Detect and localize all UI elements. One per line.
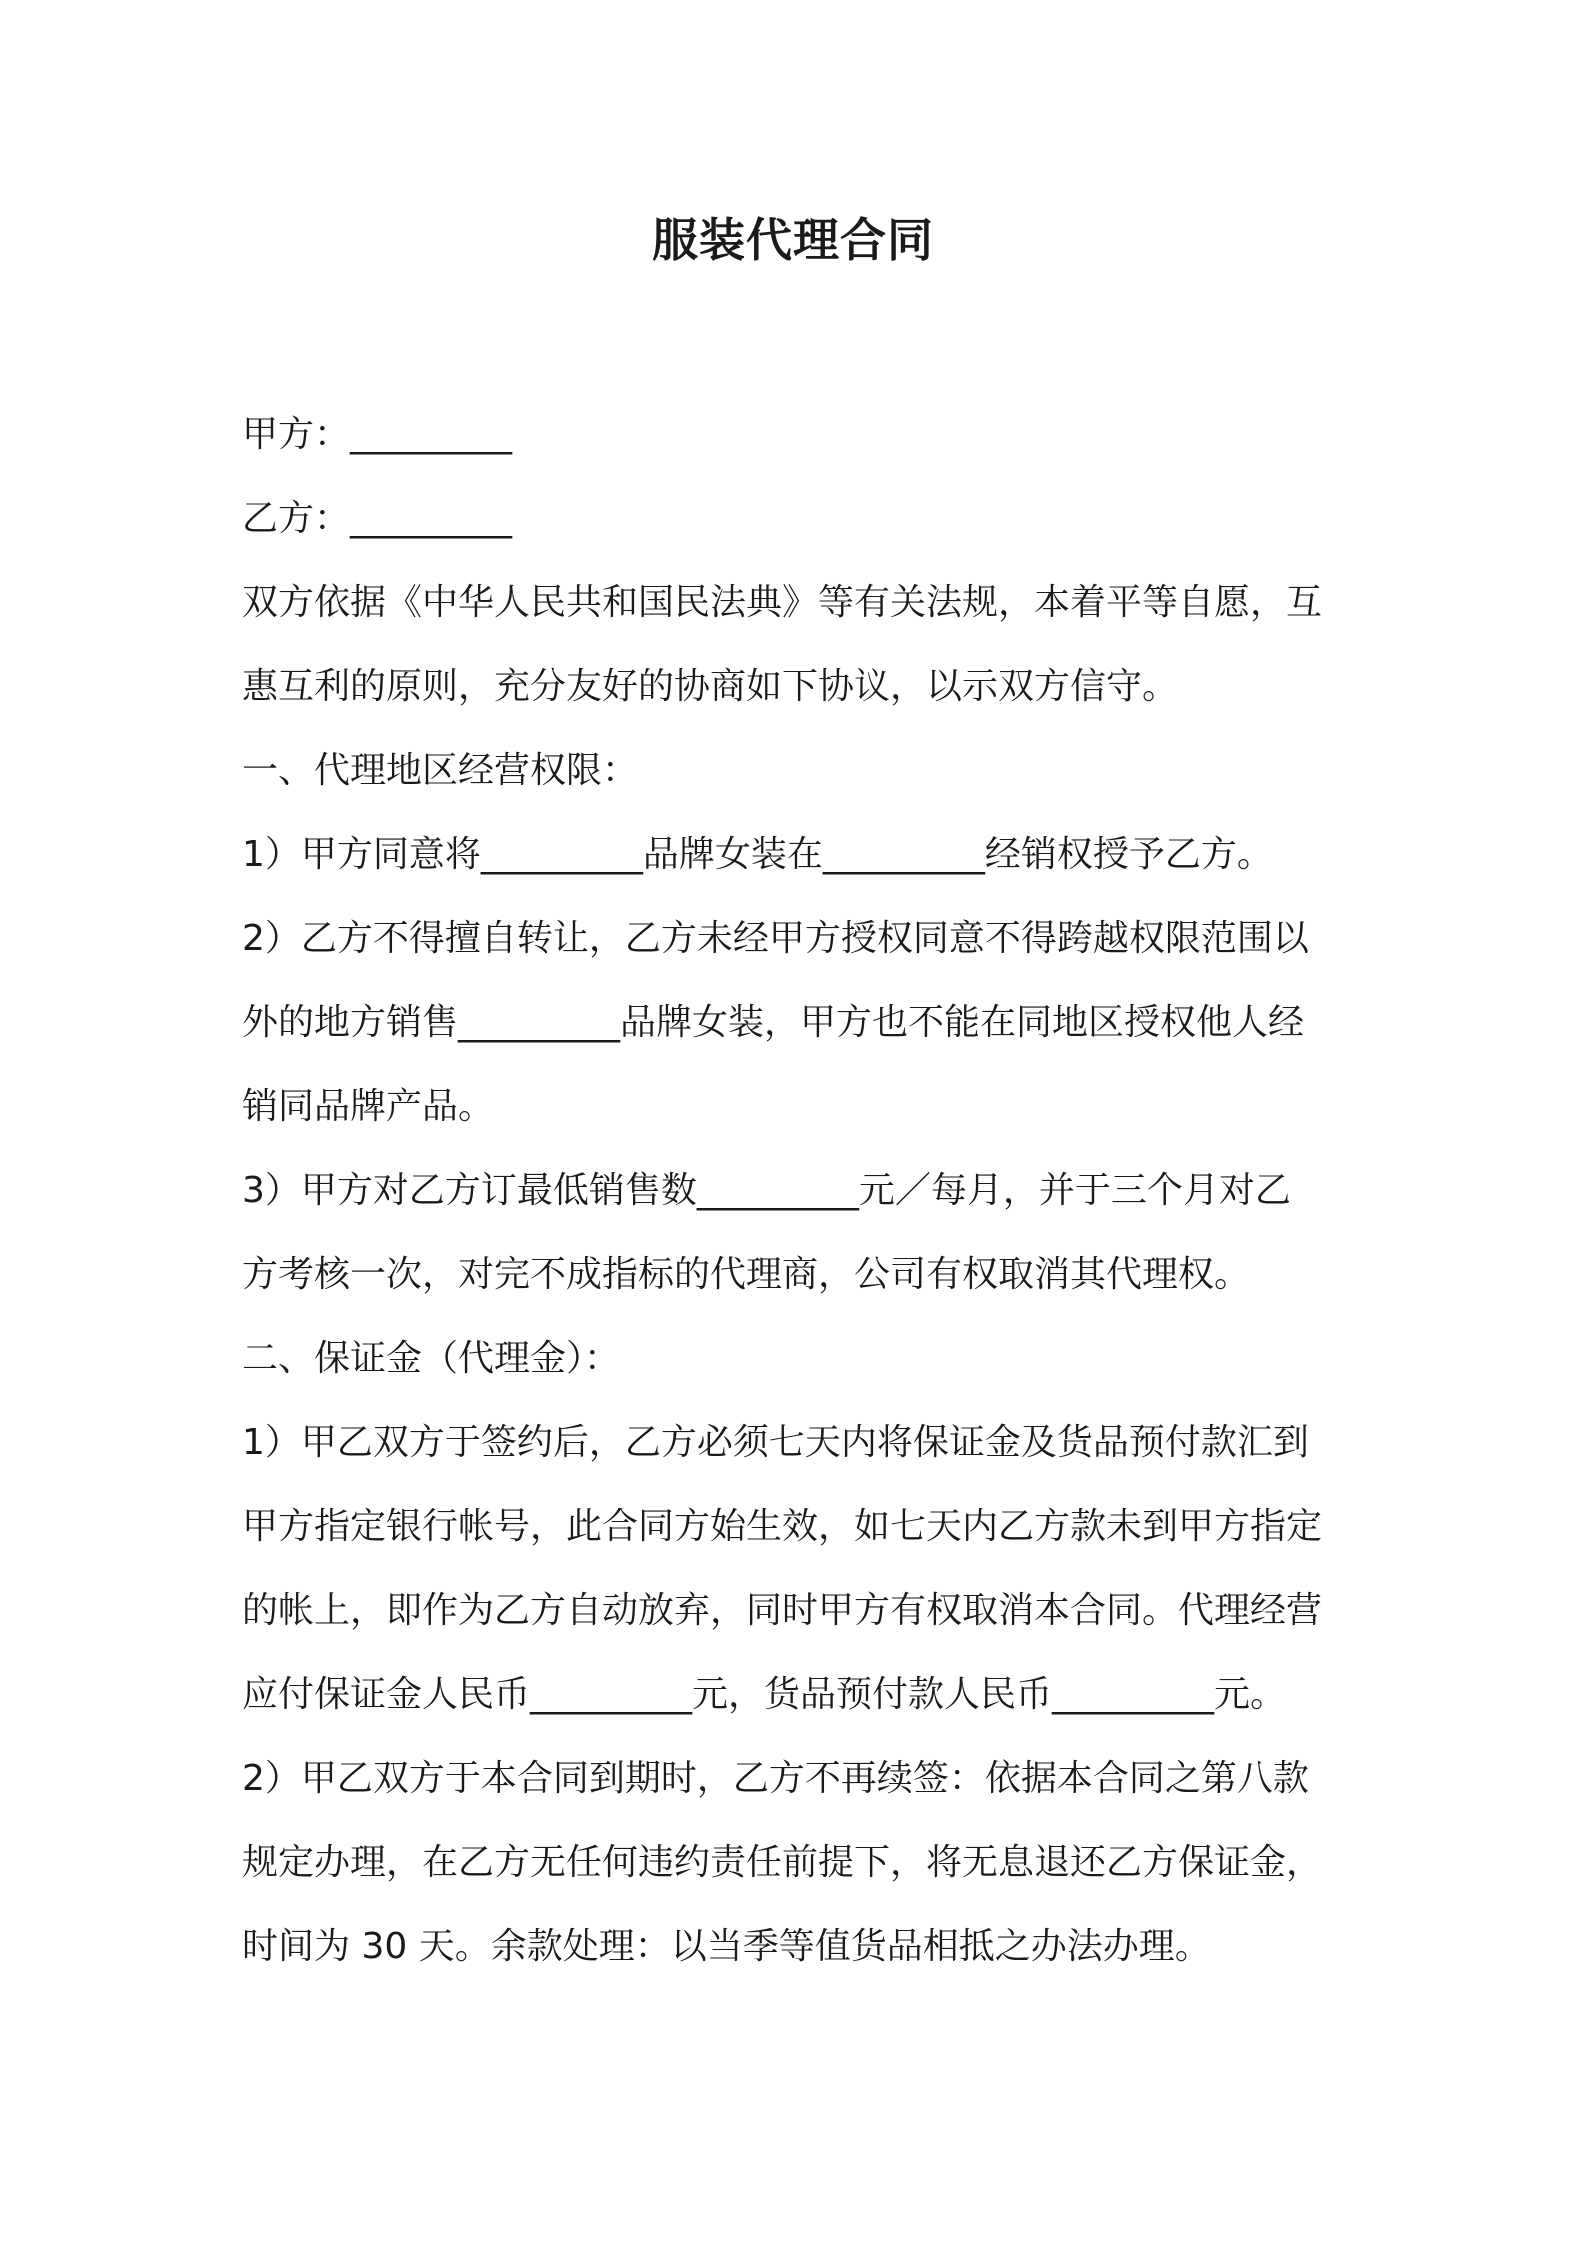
- clause-1-2-line-2: 外的地方销售_________品牌女装，甲方也不能在同地区授权他人经: [242, 1002, 1305, 1043]
- clause-1-3-line-1: 3）甲方对乙方订最低销售数_________元／每月，并于三个月对乙: [242, 1170, 1291, 1211]
- party-b-line: 乙方：_________: [242, 498, 513, 539]
- clause-1-1-line-1: 1）甲方同意将_________品牌女装在_________经销权授予乙方。: [242, 834, 1273, 875]
- clause-1-3-line-2: 方考核一次，对完不成指标的代理商，公司有权取消其代理权。: [242, 1254, 1251, 1295]
- clause-2-2-line-1: 2）甲乙双方于本合同到期时，乙方不再续签：依据本合同之第八款: [242, 1758, 1309, 1799]
- clause-2-1-line-3: 的帐上，即作为乙方自动放弃，同时甲方有权取消本合同。代理经营: [242, 1590, 1323, 1631]
- clause-2-1-line-2: 甲方指定银行帐号，此合同方始生效，如七天内乙方款未到甲方指定: [242, 1506, 1323, 1547]
- preamble-line-2: 惠互利的原则，充分友好的协商如下协议，以示双方信守。: [242, 666, 1179, 707]
- clause-2-2-line-3: 时间为 30 天。余款处理：以当季等值货品相抵之办法办理。: [242, 1926, 1211, 1967]
- clause-2-2-line-2: 规定办理，在乙方无任何违约责任前提下，将无息退还乙方保证金，: [242, 1842, 1323, 1883]
- section-2-heading: 二、保证金（代理金）：: [242, 1338, 621, 1379]
- section-1-heading: 一、代理地区经营权限：: [242, 750, 639, 791]
- preamble-line-1: 双方依据《中华人民共和国民法典》等有关法规，本着平等自愿，互: [242, 582, 1323, 623]
- clause-2-1-line-4: 应付保证金人民币_________元，货品预付款人民币_________元。: [242, 1674, 1287, 1715]
- clause-2-1-line-1: 1）甲乙双方于签约后，乙方必须七天内将保证金及货品预付款汇到: [242, 1422, 1309, 1463]
- document-title: 服装代理合同: [652, 213, 934, 267]
- clause-1-2-line-1: 2）乙方不得擅自转让，乙方未经甲方授权同意不得跨越权限范围以: [242, 918, 1309, 959]
- party-a-line: 甲方：_________: [242, 414, 513, 455]
- clause-1-2-line-3: 销同品牌产品。: [242, 1086, 495, 1127]
